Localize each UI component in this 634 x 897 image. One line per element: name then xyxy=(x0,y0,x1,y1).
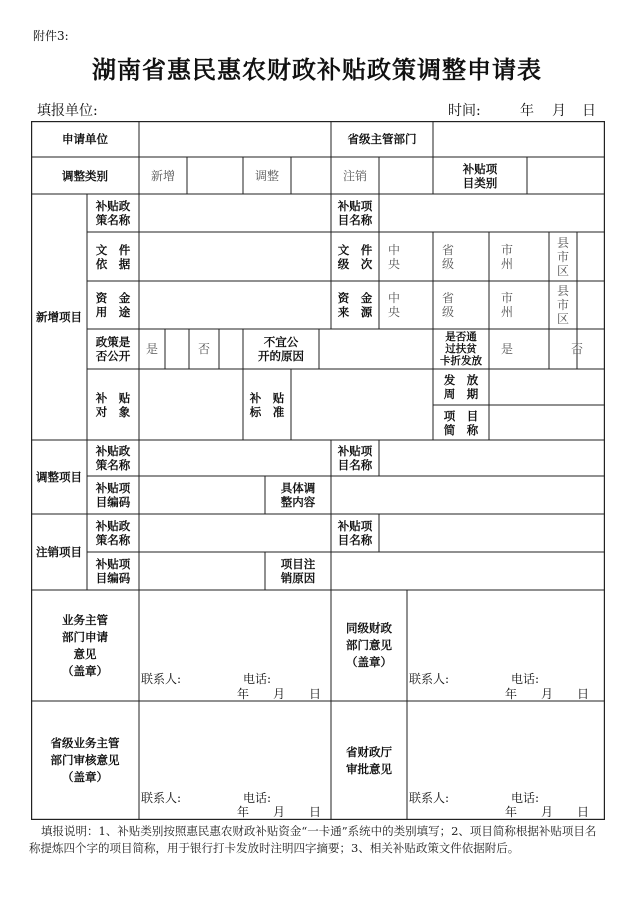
period-label: 发 放 周 期 xyxy=(443,373,479,401)
item-name-label: 补贴项 目名称 xyxy=(337,199,373,227)
fund-use-label: 资 金 用 途 xyxy=(95,291,131,319)
cancel-policy-name-label: 补贴政 策名称 xyxy=(95,519,131,547)
section-new-label: 新增项目 xyxy=(36,310,82,324)
card-yes[interactable]: 是 xyxy=(500,342,513,356)
cancel-reason-label: 项目注 销原因 xyxy=(280,557,316,585)
adjust-policy-name-label: 补贴政 策名称 xyxy=(95,444,131,472)
adjust-type-label: 调整类别 xyxy=(62,168,108,183)
level-province[interactable]: 省 级 xyxy=(441,242,454,271)
target-label: 补 贴 对 象 xyxy=(95,390,131,419)
via-card-label: 是否通 过扶贫 卡折发放 xyxy=(440,331,482,367)
subsidy-category-label: 补贴项 目类别 xyxy=(462,161,498,190)
fund-source-label: 资 金 来 源 xyxy=(337,291,373,319)
contact-label-2: 联系人: xyxy=(409,672,450,686)
adjust-content-label: 具体调 整内容 xyxy=(280,481,316,509)
fill-unit-label: 填报单位: xyxy=(37,103,98,119)
not-public-reason-label: 不宜公 开的原因 xyxy=(258,335,304,363)
option-adjust[interactable]: 调整 xyxy=(254,168,279,183)
phone-label-1: 电话: xyxy=(243,672,272,686)
doc-level-label: 文 件 级 次 xyxy=(337,242,373,271)
source-city[interactable]: 市 州 xyxy=(500,291,513,319)
prov-finance-opinion-label: 省财政厅 审批意见 xyxy=(346,744,392,776)
phone-label-3: 电话: xyxy=(243,791,272,805)
day-label: 日 xyxy=(582,103,596,119)
section-adjust-label: 调整项目 xyxy=(36,470,82,484)
fill-instructions: 填报说明：1、补贴类别按照惠民惠农财政补贴资金“一卡通”系统中的类别填写；2、项目简称根据补贴项目名称提炼四个字的项目简称，用于银行打卡发放时注明四字摘要；3、相关补贴政策文件依据附后。 xyxy=(29,824,597,855)
year-label: 年 xyxy=(520,103,534,119)
prov-dept-opinion-label: 省级业务主管 部门审核意见 （盖章） xyxy=(50,736,120,784)
short-name-label: 项 目 简 称 xyxy=(443,408,479,437)
adjust-item-name-label: 补贴项 目名称 xyxy=(337,444,373,472)
finance-opinion-label: 同级财政 部门意见 （盖章） xyxy=(346,621,392,669)
level-county[interactable]: 县 市 区 xyxy=(556,235,569,278)
doc-basis-label: 文 件 依 据 xyxy=(95,242,131,271)
section-cancel-label: 注销项目 xyxy=(36,545,82,559)
month-label: 月 xyxy=(552,103,566,119)
level-city[interactable]: 市 州 xyxy=(500,242,513,271)
time-label: 时间: xyxy=(448,103,481,119)
policy-name-label: 补贴政 策名称 xyxy=(95,199,131,227)
option-new[interactable]: 新增 xyxy=(150,168,175,183)
contact-label-4: 联系人: xyxy=(409,791,450,805)
date-line-3: 年 月 日 xyxy=(237,805,322,819)
source-central[interactable]: 中 央 xyxy=(387,291,400,319)
public-no[interactable]: 否 xyxy=(197,342,210,356)
cancel-item-code-label: 补贴项 目编码 xyxy=(95,557,131,585)
public-yes[interactable]: 是 xyxy=(145,342,158,356)
application-form xyxy=(31,121,605,820)
contact-label-1: 联系人: xyxy=(141,672,182,686)
phone-label-2: 电话: xyxy=(511,672,540,686)
contact-label-3: 联系人: xyxy=(141,791,182,805)
phone-label-4: 电话: xyxy=(511,791,540,805)
prov-dept-label: 省级主管部门 xyxy=(347,132,417,146)
option-cancel[interactable]: 注销 xyxy=(342,168,367,183)
date-line-2: 年 月 日 xyxy=(505,687,590,701)
source-county[interactable]: 县 市 区 xyxy=(556,284,569,326)
card-no[interactable]: 否 xyxy=(570,342,583,356)
cancel-item-name-label: 补贴项 目名称 xyxy=(337,519,373,547)
public-label: 政策是 否公开 xyxy=(95,335,131,363)
apply-unit-label: 申请单位 xyxy=(62,132,108,146)
attachment-label: 附件3: xyxy=(33,29,69,43)
adjust-item-code-label: 补贴项 目编码 xyxy=(95,481,131,509)
level-central[interactable]: 中 央 xyxy=(387,242,400,271)
date-line-4: 年 月 日 xyxy=(505,805,590,819)
dept-opinion-label: 业务主管 部门申请 意见 （盖章） xyxy=(62,612,108,678)
date-line-1: 年 月 日 xyxy=(237,687,322,701)
standard-label: 补 贴 标 准 xyxy=(249,390,285,419)
form-title: 湖南省惠民惠农财政补贴政策调整申请表 xyxy=(92,56,542,84)
source-province[interactable]: 省 级 xyxy=(441,291,454,319)
